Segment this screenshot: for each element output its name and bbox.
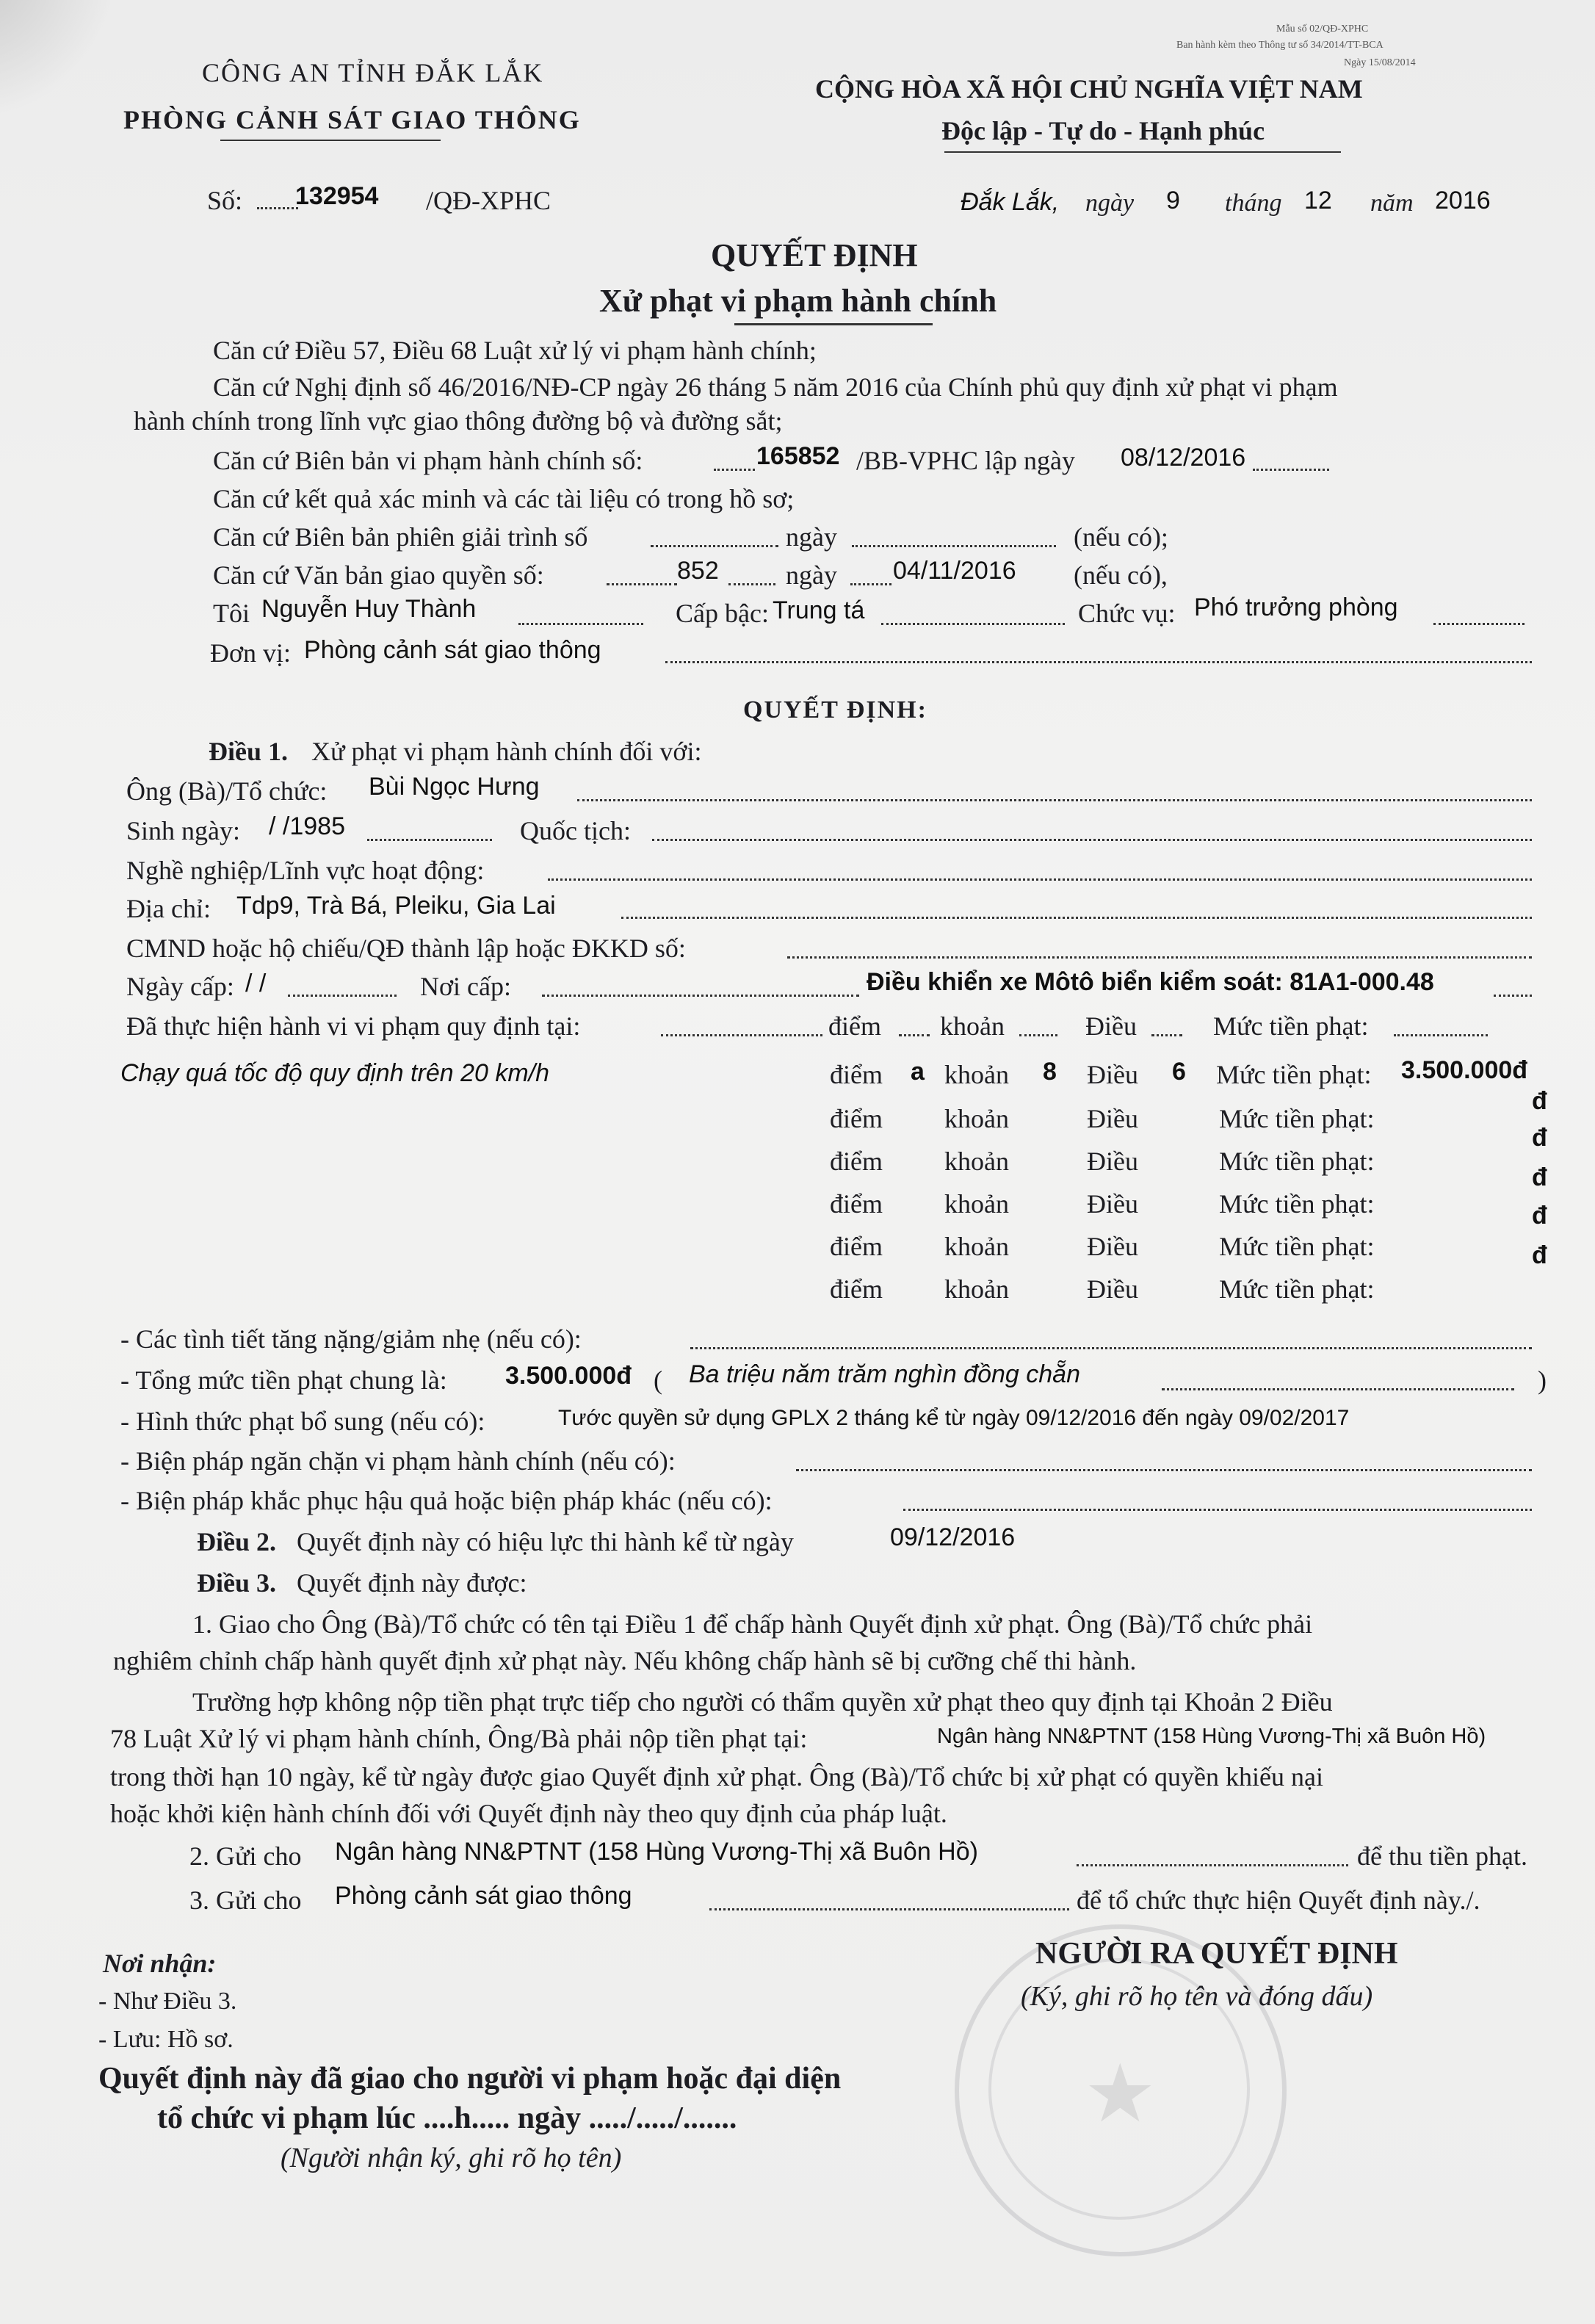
dots [257,207,298,209]
dots [1019,1034,1057,1036]
ong-ba-label: Ông (Bà)/Tổ chức: [126,776,328,806]
bo-sung-label: - Hình thức phạt bổ sung (nếu có): [120,1407,485,1436]
basis-line-7-label: Căn cứ Văn bản giao quyền số: [213,560,544,590]
tong-label: - Tổng mức tiền phạt chung là: [120,1365,447,1395]
dots [607,583,677,585]
row1-diem-label: điểm [830,1060,883,1089]
officer-position: Phó trưởng phòng [1194,593,1398,621]
dots [728,583,775,585]
row2-khoan-label: khoản [944,1104,1009,1133]
dots [714,469,755,471]
month-value: 12 [1304,187,1332,214]
noi-nhan-item-2: - Lưu: Hồ sơ. [98,2026,234,2053]
don-vi-label: Đơn vị: [210,638,292,668]
row5-khoan-label: khoản [944,1232,1009,1261]
chuc-vu-label: Chức vụ: [1078,599,1176,628]
dots [1494,995,1532,997]
row1-dieu-label: Điều [1087,1060,1138,1089]
cmnd-label: CMND hoặc hộ chiếu/QĐ thành lập hoặc ĐKKD số: [126,934,686,963]
row6-diem-label: điểm [830,1274,883,1304]
dots [665,661,1532,663]
so-label: Số: [207,186,243,215]
send-to-1-label: 2. Gửi cho [189,1841,302,1871]
row5-muc-label: Mức tiền phạt: [1219,1232,1375,1261]
signer-title: NGƯỜI RA QUYẾT ĐỊNH [1035,1937,1398,1971]
row2-currency: đ [1532,1087,1547,1115]
decision-number: 132954 [295,182,379,210]
row3-khoan-label: khoản [944,1147,1009,1176]
dots [518,623,643,625]
row6-currency: đ [1532,1241,1547,1269]
violation-record-number: 165852 [756,442,840,470]
dieu-header: Điều [1085,1011,1137,1041]
ngan-chan-label: - Biện pháp ngăn chặn vi phạm hành chính (nếu có): [120,1446,676,1476]
article-1-text: Xử phạt vi phạm hành chính đối với: [311,737,702,766]
article-3-p1-line2: nghiêm chỉnh chấp hành quyết định xử phạt này. Nếu không chấp hành sẽ bị cưỡng chế thi hành. [113,1646,1137,1675]
form-code-3: Ngày 15/08/2014 [1344,57,1416,68]
year-value: 2016 [1435,187,1491,214]
basis-line-5: Căn cứ kết quả xác minh và các tài liệu có trong hồ sơ; [213,484,795,513]
row2-diem-label: điểm [830,1104,883,1133]
delegation-number: 852 [677,557,719,585]
folded-corner [0,0,117,118]
dots [787,956,1532,959]
place: Đắk Lắk, [961,188,1060,216]
form-code-2: Ban hành kèm theo Thông tư số 34/2014/TT-BCA [1176,40,1384,51]
seal-star-icon: ★ [1084,2049,1157,2139]
toi-label: Tôi [213,599,250,628]
thang-label: tháng [1225,190,1282,217]
article-1-heading: Điều 1. [209,737,288,766]
basis-line-3: hành chính trong lĩnh vực giao thông đường bộ và đường sắt; [134,406,783,436]
officer-name: Nguyễn Huy Thành [261,595,477,623]
officer-rank: Trung tá [773,596,865,624]
noi-nhan-label: Nơi nhận: [103,1949,217,1978]
id-issue-date: / / [245,970,267,997]
basis-line-1: Căn cứ Điều 57, Điều 68 Luật xử lý vi phạm hành chính; [213,336,817,365]
vehicle-info: Điều khiển xe Môtô biển kiểm soát: 81A1-000.48 [867,968,1434,996]
tang-nang-label: - Các tình tiết tăng nặng/giảm nhẹ (nếu có): [120,1324,582,1354]
article-3-p2-line2: 78 Luật Xử lý vi phạm hành chính, Ông/Bà phải nộp tiền phạt tại: [110,1724,808,1753]
title-main: QUYẾT ĐỊNH [711,237,918,273]
row4-khoan-label: khoản [944,1189,1009,1219]
official-seal [955,1924,1287,2256]
nghe-nghiep-label: Nghề nghiệp/Lĩnh vực hoạt động: [126,856,485,885]
row2-dieu-label: Điều [1087,1104,1138,1133]
decision-heading: QUYẾT ĐỊNH: [743,696,927,723]
payment-bank: Ngân hàng NN&PTNT (158 Hùng Vương-Thị xã Buôn Hồ) [937,1725,1486,1748]
dia-chi-label: Địa chỉ: [126,894,211,923]
row1-fine: 3.500.000đ [1401,1056,1528,1084]
ngay-cap-label: Ngày cấp: [126,972,234,1001]
row6-muc-label: Mức tiền phạt: [1219,1274,1375,1304]
row1-dieu-value: 6 [1172,1058,1186,1086]
dots [621,917,1532,919]
row1-khoan-value: 8 [1043,1058,1057,1086]
dots [288,995,397,997]
dots [903,1509,1532,1511]
dots [367,839,492,841]
basis-line-4-label: Căn cứ Biên bản vi phạm hành chính số: [213,446,643,475]
row1-muc-label: Mức tiền phạt: [1216,1060,1372,1089]
dots [850,583,891,585]
dots [577,799,1532,801]
additional-penalty: Tước quyền sử dụng GPLX 2 tháng kể từ ngày 09/12/2016 đến ngày 09/02/2017 [558,1406,1350,1430]
row3-diem-label: điểm [830,1147,883,1176]
dots [690,1347,1532,1349]
agency-line-2: PHÒNG CẢNH SÁT GIAO THÔNG [123,105,581,134]
article-3-p2-line4: hoặc khởi kiện hành chính đối với Quyết định này theo quy định của pháp luật. [110,1799,947,1828]
noi-cap-label: Nơi cấp: [420,972,511,1001]
row3-currency: đ [1532,1124,1547,1152]
article-3-heading: Điều 3. [197,1568,276,1598]
dots [899,1034,930,1036]
basis-line-6-label: Căn cứ Biên bản phiên giải trình số [213,522,588,552]
basis-line-7-end: (nếu có), [1074,560,1168,590]
send-to-1-value: Ngân hàng NN&PTNT (158 Hùng Vương-Thị xã Buôn Hồ) [335,1838,978,1866]
dots [661,1034,822,1036]
agency-line-1: CÔNG AN TỈNH ĐẮK LẮK [202,58,544,87]
violation-description: Chạy quá tốc độ quy định trên 20 km/h [120,1059,550,1087]
basis-line-4-mid: /BB-VPHC lập ngày [856,446,1076,475]
dots [709,1908,1069,1910]
delivery-line-1: Quyết định này đã giao cho người vi phạm hoặc đại diện [98,2062,842,2096]
row3-dieu-label: Điều [1087,1147,1138,1176]
title-sub: Xử phạt vi phạm hành chính [599,283,997,319]
article-3-p1-line1: 1. Giao cho Ông (Bà)/Tổ chức có tên tại Điều 1 để chấp hành Quyết định xử phạt. Ông (Bà)/Tổ chức phải [192,1609,1313,1639]
cap-bac-label: Cấp bậc: [676,599,769,628]
dots [881,623,1065,625]
row5-currency: đ [1532,1202,1547,1230]
dots [651,545,778,547]
total-fine: 3.500.000đ [505,1362,632,1390]
row2-muc-label: Mức tiền phạt: [1219,1104,1375,1133]
basis-line-7-ngay: ngày [786,560,837,590]
signer-note: (Ký, ghi rõ họ tên và đóng dấu) [1021,1981,1373,2012]
row6-khoan-label: khoản [944,1274,1009,1304]
dots [542,995,859,997]
khoan-header: khoản [940,1011,1005,1041]
send-to-2-label: 3. Gửi cho [189,1885,302,1915]
row6-dieu-label: Điều [1087,1274,1138,1304]
row3-muc-label: Mức tiền phạt: [1219,1147,1375,1176]
form-code-1: Mẫu số 02/QĐ-XPHC [1276,24,1369,35]
national-motto: Độc lập - Tự do - Hạnh phúc [941,116,1265,145]
violation-record-date: 08/12/2016 [1121,444,1246,472]
send-to-2-value: Phòng cảnh sát giao thông [335,1882,632,1910]
violator-name: Bùi Ngọc Hưng [369,773,540,801]
basis-line-6-end: (nếu có); [1074,522,1168,552]
dots [1077,1864,1348,1866]
violator-address: Tdp9, Trà Bá, Pleiku, Gia Lai [236,892,556,920]
khac-phuc-label: - Biện pháp khắc phục hậu quả hoặc biện pháp khác (nếu có): [120,1486,773,1515]
dots [1151,1034,1182,1036]
dots [548,878,1532,881]
nam-label: năm [1370,190,1414,217]
quoc-tich-label: Quốc tịch: [520,816,631,845]
send-to-2-end: để tổ chức thực hiện Quyết định này./. [1077,1885,1480,1915]
total-fine-words: Ba triệu năm trăm nghìn đồng chẵn [689,1360,1080,1388]
title-underline [734,323,933,325]
noi-nhan-item-1: - Như Điều 3. [98,1988,237,2015]
basis-line-2: Căn cứ Nghị định số 46/2016/NĐ-CP ngày 26 tháng 5 năm 2016 của Chính phủ quy định xử phạt vi phạm [213,372,1338,402]
row1-diem-value: a [911,1058,925,1086]
delegation-date: 04/11/2016 [893,557,1016,585]
motto-underline [944,151,1341,153]
decision-suffix: /QĐ-XPHC [426,186,551,215]
send-to-1-end: để thu tiền phạt. [1357,1841,1527,1871]
diem-header: điểm [828,1011,881,1041]
delivery-line-2: tổ chức vi phạm lúc ....h..... ngày ...../...../....... [157,2101,737,2135]
dots [1253,469,1329,471]
officer-unit: Phòng cảnh sát giao thông [304,636,601,664]
violator-dob: / /1985 [269,812,345,840]
row1-khoan-label: khoản [944,1060,1009,1089]
row5-dieu-label: Điều [1087,1232,1138,1261]
article-3-p2-line3: trong thời hạn 10 ngày, kể từ ngày được giao Quyết định xử phạt. Ông (Bà)/Tổ chức bị xử phạt có quyền khiếu nại [110,1762,1323,1791]
row4-dieu-label: Điều [1087,1189,1138,1219]
effective-date: 09/12/2016 [890,1523,1016,1551]
muc-header: Mức tiền phạt: [1213,1011,1369,1041]
row4-muc-label: Mức tiền phạt: [1219,1189,1375,1219]
article-3-text: Quyết định này được: [297,1568,527,1598]
violation-intro: Đã thực hiện hành vi vi phạm quy định tại: [126,1011,581,1041]
country-name: CỘNG HÒA XÃ HỘI CHỦ NGHĨA VIỆT NAM [815,74,1363,104]
article-3-p2-line1: Trường hợp không nộp tiền phạt trực tiếp cho người có thẩm quyền xử phạt theo quy định tại Khoản 2 Điều [192,1687,1333,1717]
row5-diem-label: điểm [830,1232,883,1261]
dots [652,839,1532,841]
dots [796,1469,1532,1471]
ngay-label: ngày [1085,190,1135,217]
dots [1394,1034,1488,1036]
paren-open: ( [654,1365,662,1395]
dots [852,545,1056,547]
delivery-line-3: (Người nhận ký, ghi rõ họ tên) [281,2143,622,2173]
paren-close: ) [1538,1365,1547,1395]
dots [1433,623,1525,625]
sinh-ngay-label: Sinh ngày: [126,816,241,845]
day-value: 9 [1166,187,1180,214]
article-2-heading: Điều 2. [197,1527,276,1556]
article-2-text: Quyết định này có hiệu lực thi hành kể từ ngày [297,1527,794,1556]
dots [1162,1388,1514,1390]
agency-underline [220,140,441,141]
row4-diem-label: điểm [830,1189,883,1219]
basis-line-6-ngay: ngày [786,522,837,552]
row4-currency: đ [1532,1163,1547,1191]
